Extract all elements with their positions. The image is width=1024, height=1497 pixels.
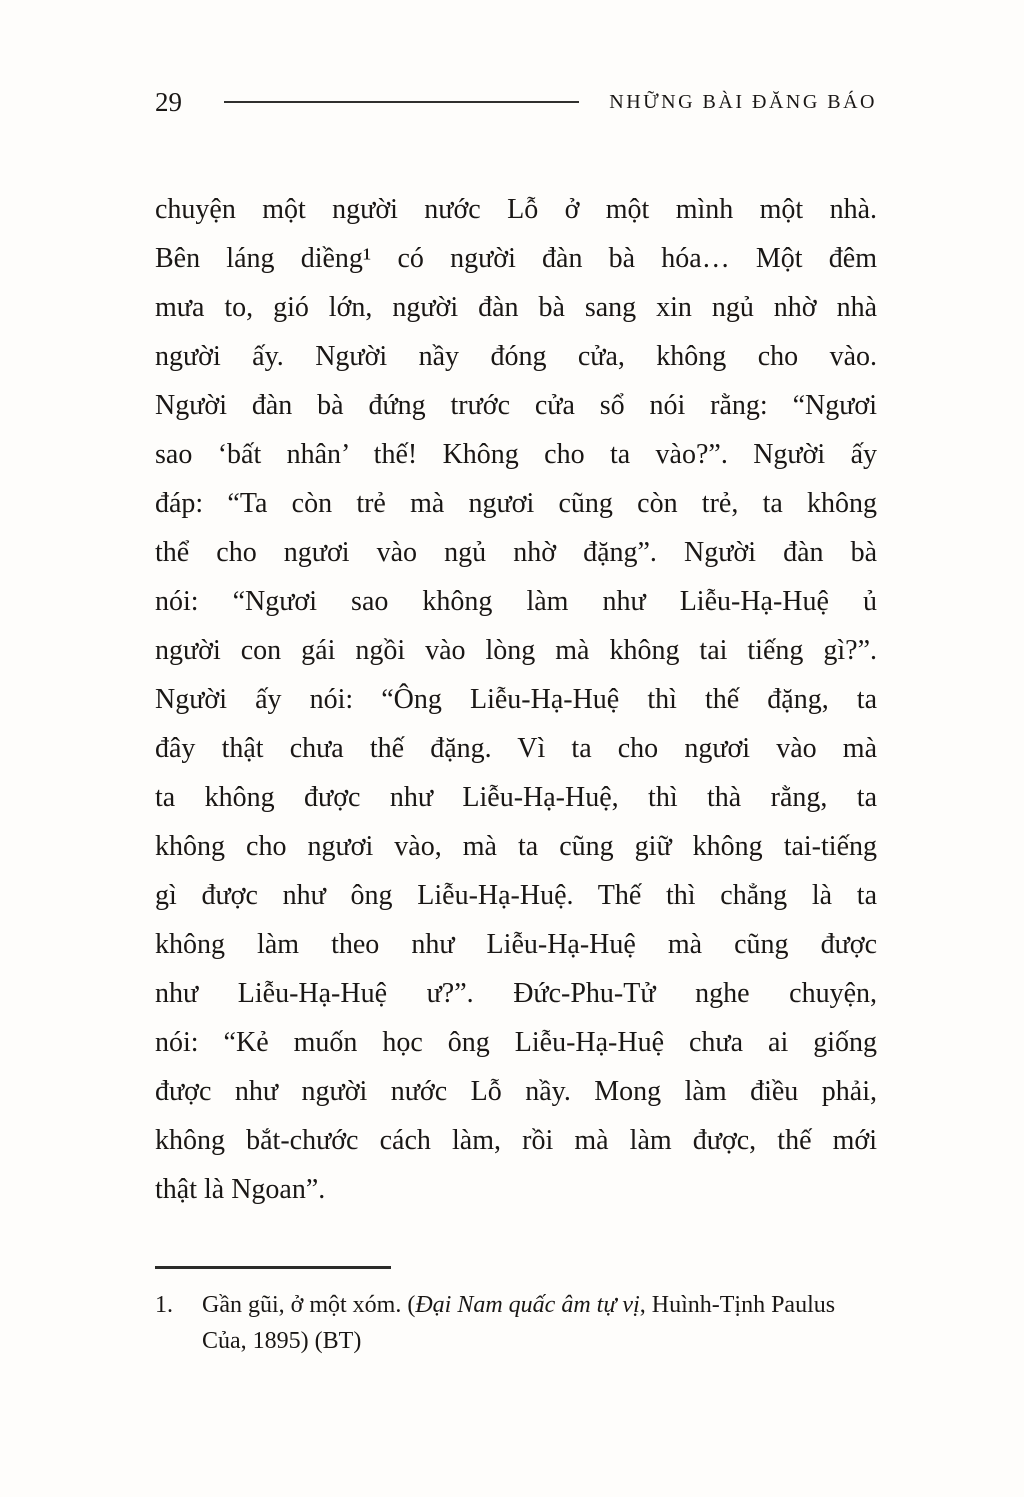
text-line: Bên láng diềng¹ có người đàn bà hóa… Một đêm [155,243,877,274]
footnote [155,1287,877,1359]
running-title: NHỮNG BÀI ĐĂNG BÁO [609,91,877,113]
footnote-work-title: Đại Nam quấc âm tự vị [415,1292,640,1318]
footnote-number: 1. [155,1292,173,1318]
header-rule [224,101,579,103]
text-line: không làm theo như Liễu-Hạ-Huệ mà cũng được [155,929,877,960]
text-line: người ấy. Người nầy đóng cửa, không cho vào. [155,341,877,372]
text-line: thể cho ngươi vào ngủ nhờ đặng”. Người đàn bà [155,537,877,568]
text-line: ta không được như Liễu-Hạ-Huệ, thì thà rằng, ta [155,782,877,813]
text-line: được như người nước Lỗ nầy. Mong làm điều phải, [155,1076,877,1107]
text-line: như Liễu-Hạ-Huệ ư?”. Đức-Phu-Tử nghe chuyện, [155,978,877,1009]
footnote-text-pre: Gần gũi, ở một xóm. ( [202,1292,416,1318]
text-line: nói: “Kẻ muốn học ông Liễu-Hạ-Huệ chưa ai giống [155,1027,877,1058]
body-text [155,185,877,1214]
footnote-text-post: , Huình-Tịnh Paulus Của, 1895) (BT) [202,1292,836,1354]
text-line: đáp: “Ta còn trẻ mà ngươi cũng còn trẻ, ta không [155,488,877,519]
text-line: không cho ngươi vào, mà ta cũng giữ không tai-tiếng [155,831,877,862]
text-line: chuyện một người nước Lỗ ở một mình một nhà. [155,194,877,225]
text-line: không bắt-chước cách làm, rồi mà làm được, thế mới [155,1125,877,1156]
text-line: nói: “Ngươi sao không làm như Liễu-Hạ-Huệ ủ [155,586,877,617]
text-line: Người ấy nói: “Ông Liễu-Hạ-Huệ thì thế đặng, ta [155,684,877,715]
text-line: người con gái ngồi vào lòng mà không tai tiếng gì?”. [155,635,877,666]
text-line: gì được như ông Liễu-Hạ-Huệ. Thế thì chẳng là ta [155,880,877,911]
text-line: mưa to, gió lớn, người đàn bà sang xin ngủ nhờ nhà [155,292,877,323]
page-header [155,85,877,119]
text-line: đây thật chưa thế đặng. Vì ta cho ngươi vào mà [155,733,877,764]
page-number: 29 [155,87,182,117]
text-line: thật là Ngoan”. [155,1174,326,1205]
footnote-separator [155,1266,391,1269]
text-line: Người đàn bà đứng trước cửa sổ nói rằng: “Ngươi [155,390,877,421]
footnote-text [202,1287,877,1359]
text-line: sao ‘bất nhân’ thế! Không cho ta vào?”. Người ấy [155,439,877,470]
